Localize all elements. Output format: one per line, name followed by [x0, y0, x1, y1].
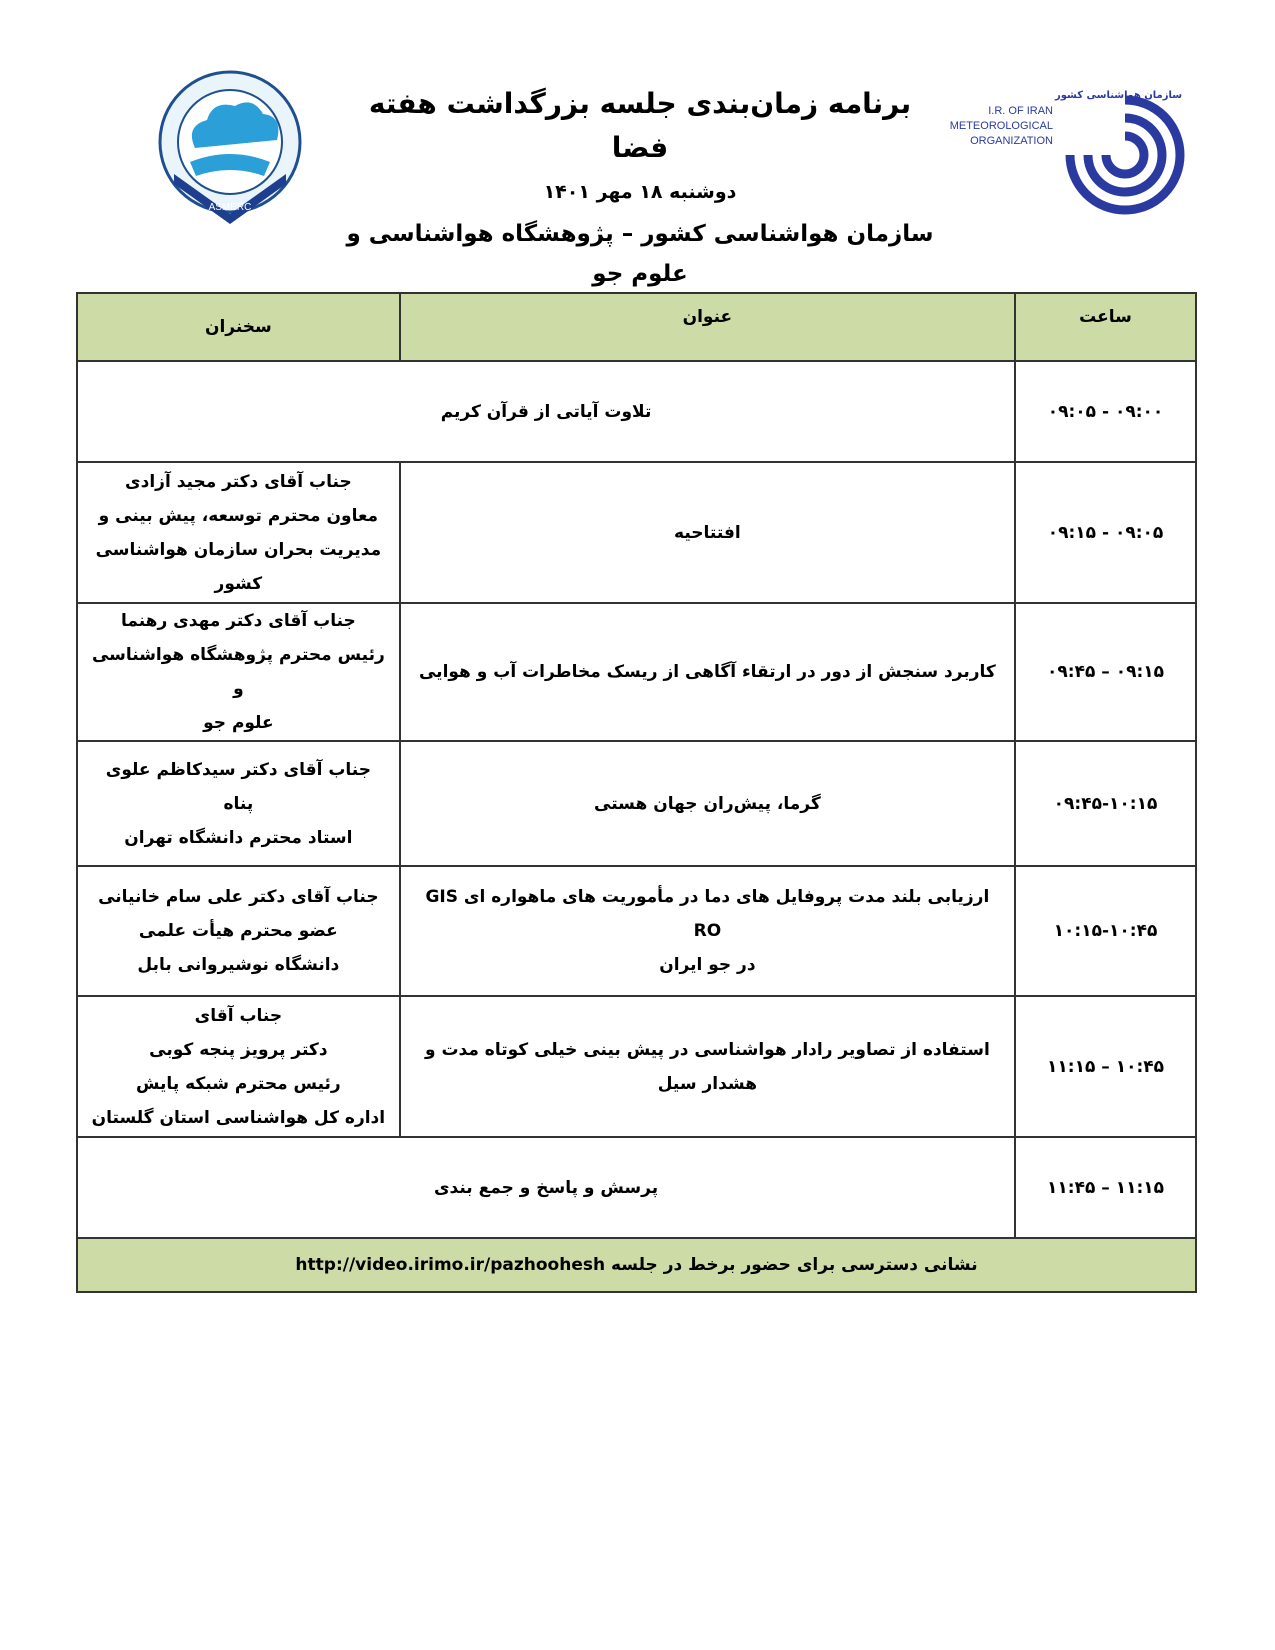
page-title: برنامه زمان‌بندی جلسه بزرگداشت هفته فضا [368, 87, 912, 164]
table-row [77, 741, 1196, 866]
table-row [77, 1137, 1196, 1238]
speaker-line: رئیس محترم شبکه پایش [136, 1073, 341, 1094]
speaker-line: جناب آقای [194, 1005, 283, 1026]
row-speaker [77, 462, 400, 603]
row-time: ۱۱:۱۵ – ۱۱:۴۵ [1015, 1137, 1196, 1238]
table-row [77, 996, 1196, 1137]
access-link-label: نشانی دسترسی برای حضور برخط در جلسه [611, 1255, 978, 1275]
row-title: تلاوت آیاتی از قرآن کریم [77, 361, 1015, 462]
access-link-url[interactable]: http://video.irimo.ir/pazhoohesh [295, 1255, 606, 1275]
row-speaker [77, 996, 400, 1137]
research-institute-logo [150, 70, 310, 230]
speaker-line: جناب آقای دکتر مهدی رهنما [120, 611, 356, 631]
header-titles [340, 82, 940, 294]
logo-fa-name: سازمان هواشناسی کشور [1055, 90, 1183, 101]
speaker-line: علوم جو [203, 713, 274, 733]
row-speaker [77, 603, 400, 741]
access-link-cell [77, 1238, 1196, 1292]
row-time: ۰۹:۱۵ – ۰۹:۴۵ [1015, 603, 1196, 741]
table-row [77, 603, 1196, 741]
row-title: پرسش و پاسخ و جمع بندی [77, 1137, 1015, 1238]
row-time: ۱۰:۴۵ – ۱۱:۱۵ [1015, 996, 1196, 1137]
speaker-line: جناب آقای دکتر علی سام خانیانی [98, 887, 379, 907]
speaker-line: اداره کل هواشناسی استان گلستان [91, 1107, 386, 1128]
row-title [400, 866, 1015, 996]
access-link-row [77, 1238, 1196, 1292]
table-header-row [77, 293, 1196, 361]
logo-line3: ORGANIZATION [970, 135, 1053, 147]
speaker-line: کشور [214, 573, 263, 594]
logo-line2: METEOROLOGICAL [949, 120, 1053, 132]
row-time: ۰۹:۰۵ - ۰۹:۱۵ [1015, 462, 1196, 603]
speaker-line: استاد محترم دانشگاه تهران [124, 827, 353, 848]
row-speaker [77, 866, 400, 996]
row-title [400, 996, 1015, 1137]
meteorological-organization-logo [949, 80, 1185, 230]
table-row [77, 361, 1196, 462]
event-date: دوشنبه ۱۸ مهر ۱۴۰۱ [543, 181, 737, 203]
header-title: عنوان [400, 293, 1015, 361]
title-line: هشدار سیل [657, 1073, 758, 1094]
speaker-line: رئیس محترم پژوهشگاه هواشناسی و [91, 645, 385, 699]
page-header [0, 0, 1275, 287]
speaker-line: دانشگاه نوشیروانی بابل [137, 955, 340, 975]
row-title: افتتاحیه [400, 462, 1015, 603]
header-time: ساعت [1015, 293, 1196, 361]
header-speakers: سخنران [77, 293, 400, 361]
speaker-line: عضو محترم هیأت علمی [138, 921, 338, 941]
title-line: استفاده از تصاویر رادار هواشناسی در پیش بینی خیلی کوتاه مدت و [424, 1039, 990, 1060]
logo-abbr: ASMERC [208, 202, 252, 213]
row-title: گرما، پیش‌ران جهان هستی [400, 741, 1015, 866]
table-row [77, 462, 1196, 603]
row-time: ۰۹:۴۵-۱۰:۱۵ [1015, 741, 1196, 866]
title-line: ارزیابی بلند مدت پروفایل های دما در مأموریت های ماهواره ای GIS RO [425, 887, 990, 941]
table-row [77, 866, 1196, 996]
speaker-line: معاون محترم توسعه، پیش بینی و [98, 505, 379, 526]
row-title: کاربرد سنجش از دور در ارتقاء آگاهی از ریسک مخاطرات آب و هوایی [400, 603, 1015, 741]
row-speaker [77, 741, 400, 866]
row-time: ۱۰:۱۵-۱۰:۴۵ [1015, 866, 1196, 996]
speaker-line: جناب آقای دکتر مجید آزادی [125, 471, 352, 492]
row-time: ۰۹:۰۰ - ۰۹:۰۵ [1015, 361, 1196, 462]
speaker-line: جناب آقای دکتر سیدکاظم علوی پناه [105, 759, 371, 814]
title-line: در جو ایران [659, 955, 756, 975]
organizer-subtitle: سازمان هواشناسی کشور – پژوهشگاه هواشناسی و علوم جو [346, 221, 934, 287]
speaker-line: مدیریت بحران سازمان هواشناسی [95, 539, 382, 560]
speaker-line: دکتر پرویز پنجه کوبی [149, 1039, 328, 1060]
logo-line1: I.R. OF IRAN [988, 105, 1053, 117]
schedule-table [76, 292, 1197, 1293]
